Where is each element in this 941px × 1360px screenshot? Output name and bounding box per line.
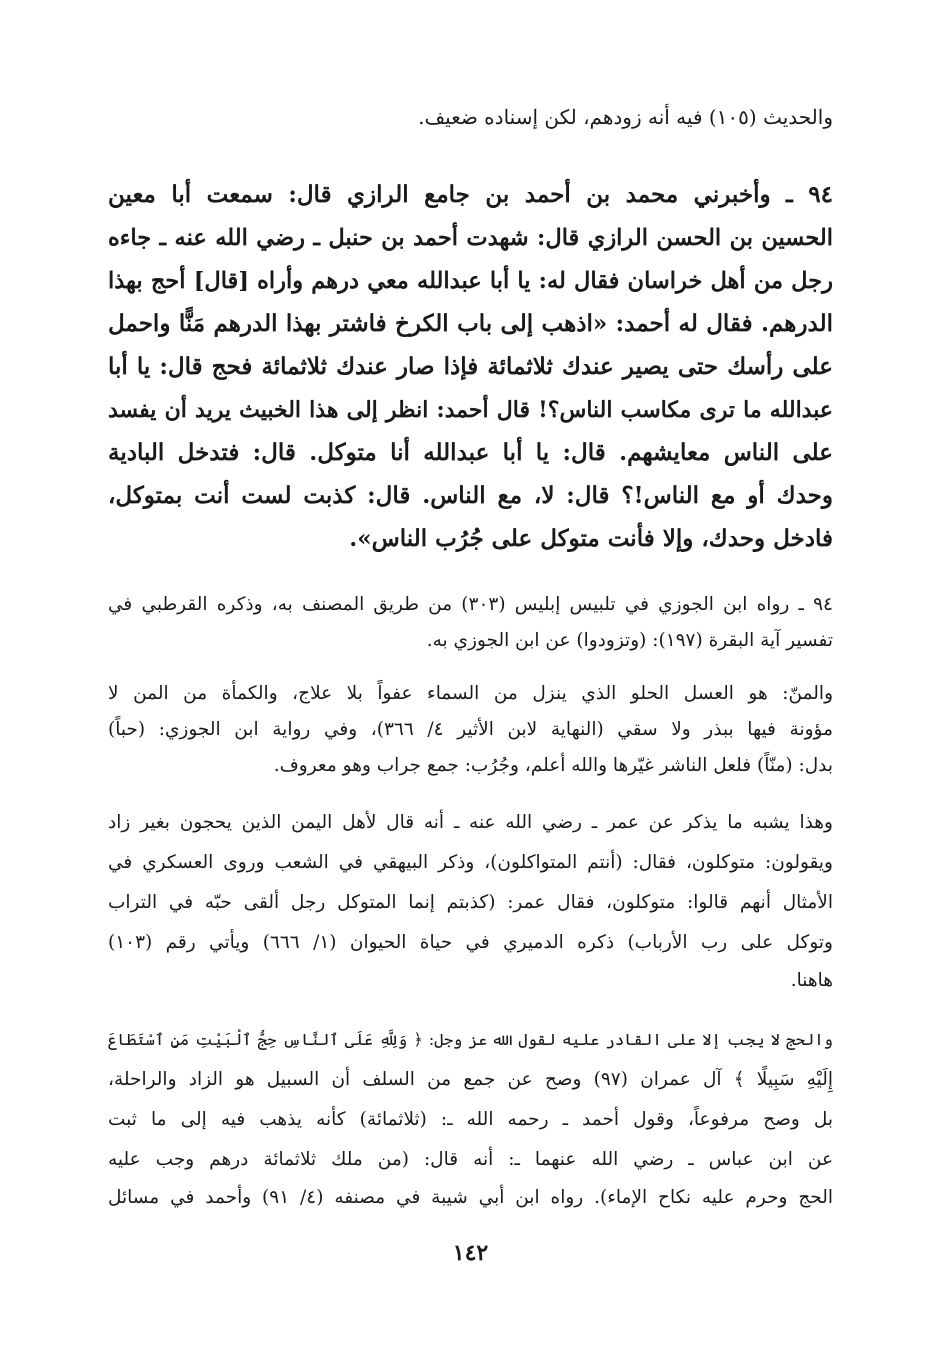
footnote-2-line-3: بدل: (منّاً) فلعل الناشر غيّرها والله أعلم، وجُرُب: جمع جراب وهو معروف. [273,755,833,776]
footnote-4-line-4: عن ابن عباس ـ رضي الله عنهما ـ: أنه قال: (من ملك ثلاثمائة درهم وجب عليه [108,1149,833,1170]
footnote-4-line-2: إِلَيْهِ سَبِيلًا ﴾ آل عمران (٩٧) وصح عن جمع من السلف أن السبيل هو الزاد والراحلة، [108,1069,833,1090]
footnote-2-line-2: مؤونة فيها ببذر ولا سقي (النهاية لابن الأثير ٤/ ٣٦٦)، وفي رواية ابن الجوزي: (حباً) [108,719,833,740]
footnote-1-line-2: تفسير آية البقرة (١٩٧): (وتزودوا) عن ابن الجوزي به. [426,630,833,651]
main-text-line-4: الدرهم. فقال له أحمد: «اذهب إلى باب الكرخ فاشتر بهذا الدرهم مَنًّا واحمل [108,310,833,337]
footnote-2-line-1: والمنّ: هو العسل الحلو الذي ينزل من السماء عفواً بلا علاج، والكمأة من المن لا [108,683,833,704]
footnote-4-line-3: بل وصح مرفوعاً، وقول أحمد ـ رحمه الله ـ: (ثلاثمائة) كأنه يذهب فيه إلى ما ثبت [108,1109,833,1130]
main-text-line-8: وحدك أو مع الناس!؟ قال: لا، مع الناس. قال: كذبت لست أنت بمتوكل، [108,482,833,509]
main-text-line-2: الحسين بن الحسن الرازي قال: شهدت أحمد بن حنبل ـ رضي الله عنه ـ جاءه [108,225,833,251]
main-text-line-1: ٩٤ ـ وأخبرني محمد بن أحمد بن جامع الرازي قال: سمعت أبا معين [108,181,833,208]
main-text-line-6: عبدالله ما ترى مكاسب الناس؟! قال أحمد: انظر إلى هذا الخبيث يريد أن يفسد [108,397,833,423]
footnote-3-line-2: ويقولون: متوكلون، فقال: (أنتم المتواكلون)، وذكر البيهقي في الشعب وروى العسكري في [108,852,833,873]
main-text-line-9: فادخل وحدك، وإلا فأنت متوكل على جُرُب الناس». [349,525,833,552]
top-continuation-line: والحديث (١٠٥) فيه أنه زودهم، لكن إسناده ضعيف. [418,105,833,129]
main-text-line-3: رجل من أهل خراسان فقال له: يا أبا عبدالله معي درهم وأراه [قال] أحج بهذا [108,268,833,294]
main-text-line-7: على الناس معايشهم. قال: يا أبا عبدالله أنا متوكل. قال: فتدخل البادية [108,439,833,466]
footnote-3-line-4: وتوكل على رب الأرباب) ذكره الدميري في حياة الحيوان (١/ ٦٦٦) ويأتي رقم (١٠٣) [108,932,833,953]
footnote-3-line-5: هاهنا. [790,970,833,991]
footnote-1-line-1: ٩٤ ـ رواه ابن الجوزي في تلبيس إبليس (٣٠٣) من طريق المصنف به، وذكره القرطبي في [108,594,833,615]
footnote-4-line-5: الحج وحرم عليه نكاح الإماء). رواه ابن أبي شيبة في مصنفه (٤/ ٩١) وأحمد في مسائل [108,1187,833,1208]
main-text-line-5: على رأسك حتى يصير عندك ثلاثمائة فإذا صار عندك ثلاثمائة فحج قال: يا أبا [108,353,833,380]
page-number: ١٤٢ [452,1240,489,1266]
footnote-3-line-3: الأمثال أنهم قالوا: متوكلون، فقال عمر: (كذبتم إنما المتوكل رجل ألقى حبّه في التراب [108,892,833,913]
footnote-3-line-1: وهذا يشبه ما يذكر عن عمر ـ رضي الله عنه ـ أنه قال لأهل اليمن الذين يحجون بغير زاد [108,812,833,833]
footnote-4-line-1: والحج لا يجب إلا على القادر عليه لقول الله عز وجل: ﴿ وَلِلَّهِ عَلَى ٱلنَّاسِ حِجُّ ٱلْبَيْتِ مَنِ ٱسْتَطَاعَ [108,1030,833,1049]
